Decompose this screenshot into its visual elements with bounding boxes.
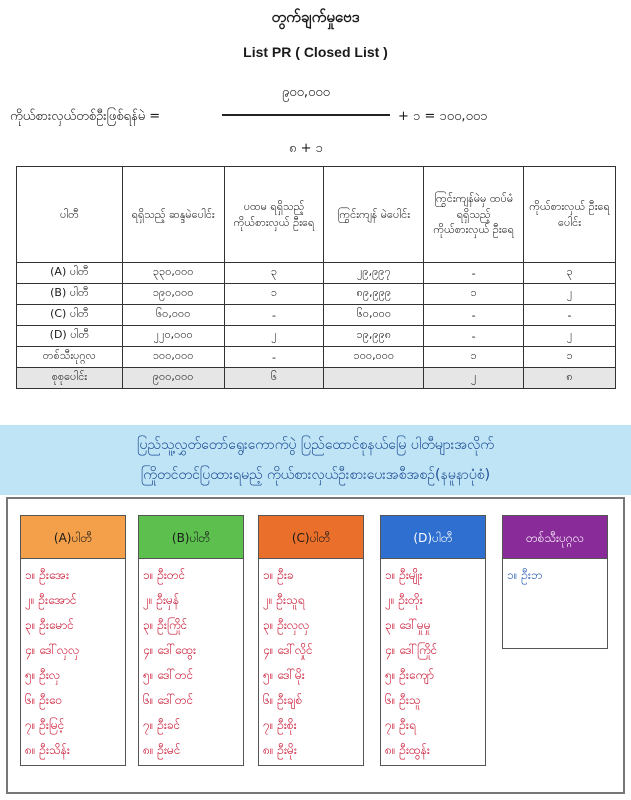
list-item: ၄။ ဒေါ်လှလှ xyxy=(25,643,80,657)
table-total-row xyxy=(17,368,616,389)
list-item: ၂။ ဦးသူရ xyxy=(263,593,305,607)
fraction-bar xyxy=(222,114,390,116)
cell-remainder: ၁၉,၉၉၈ xyxy=(324,326,424,347)
party-header-c: (C)ပါတီ xyxy=(258,515,364,559)
list-item: ၇။ ဦးမြင့် xyxy=(25,718,65,732)
list-item: ၃။ ဒေါ်မှုမှု xyxy=(385,618,431,632)
party-header-independent: တစ်သီးပုဂ္ဂလ xyxy=(502,515,608,559)
cell-total-first-seats: ၆ xyxy=(224,368,324,389)
cell-party: (B) ပါတီ xyxy=(17,284,123,305)
party-header-d: (D)ပါတီ xyxy=(380,515,486,559)
list-item: ၆။ ဒေါ်တင် xyxy=(143,693,194,707)
page-subtitle: List PR ( Closed List ) xyxy=(243,44,388,60)
candidate-list-a xyxy=(20,559,126,766)
cell-total-seats: ၁ xyxy=(524,347,616,368)
list-item: ၄။ ဒေါ်ထွေး xyxy=(143,643,197,657)
list-item: ၆။ ဦးဝေ xyxy=(25,693,63,707)
cell-remainder: ၂၉,၉၉၇ xyxy=(324,263,424,284)
cell-total-remainder xyxy=(324,368,424,389)
header-first-seats: ပထမ ရရှိသည့် ကိုယ်စားလှယ် ဦးရေ xyxy=(224,167,324,263)
list-item: ၅။ ဦးလှ xyxy=(25,668,61,682)
cell-party: (A) ပါတီ xyxy=(17,263,123,284)
cell-votes: ၂၂၀,၀၀၀ xyxy=(122,326,224,347)
cell-extra-seats: ၁ xyxy=(424,347,524,368)
cell-total-seats: ၂ xyxy=(524,326,616,347)
seat-allocation-table xyxy=(16,166,616,389)
candidate-list-independent xyxy=(502,559,608,649)
cell-remainder: ၈၉,၉၉၉ xyxy=(324,284,424,305)
cell-extra-seats: - xyxy=(424,263,524,284)
list-item: ၈။ ဦးထွန်း xyxy=(385,743,430,757)
list-item: ၅။ ဒေါ်မိုး xyxy=(263,668,305,682)
list-item: ၁။ ဦးမျိုး xyxy=(385,568,423,582)
list-item: ၇။ ဦးစိုး xyxy=(263,718,297,732)
table-row xyxy=(17,263,616,284)
header-votes: ရရှိသည့် ဆန္ဒမဲပေါင်း xyxy=(122,167,224,263)
cell-first-seats: ၂ xyxy=(224,326,324,347)
list-item: ၇။ ဦးခင် xyxy=(143,718,181,732)
cell-party: (D) ပါတီ xyxy=(17,326,123,347)
quota-formula xyxy=(0,84,631,162)
list-item: ၁။ ဦးဘ xyxy=(507,568,543,582)
table-header-row xyxy=(17,167,616,263)
list-item: ၂။ ဦးတိုး xyxy=(385,593,423,607)
cell-total-extra-seats: ၂ xyxy=(424,368,524,389)
table-row xyxy=(17,347,616,368)
list-item: ၈။ ဦးမိုး xyxy=(263,743,297,757)
cell-total-seats: ၂ xyxy=(524,284,616,305)
cell-first-seats: ၃ xyxy=(224,263,324,284)
cell-total-label: စုစုပေါင်း xyxy=(17,368,123,389)
cell-first-seats: - xyxy=(224,305,324,326)
candidate-list-b xyxy=(138,559,244,766)
cell-total-seats: ၃ xyxy=(524,263,616,284)
cell-party: တစ်သီးပုဂ္ဂလ xyxy=(17,347,123,368)
list-item: ၃။ ဦးမောင် xyxy=(25,618,74,632)
cell-party: (C) ပါတီ xyxy=(17,305,123,326)
party-column-d xyxy=(380,515,486,766)
list-item: ၇။ ဦးရ xyxy=(385,718,416,732)
list-item: ၁။ ဦးအေး xyxy=(25,568,70,582)
party-column-a xyxy=(20,515,126,766)
formula-rhs: + ၁ = ၁၀၀,၀၀၁ xyxy=(398,109,488,124)
cell-extra-seats: - xyxy=(424,305,524,326)
cell-votes: ၃၃၀,၀၀၀ xyxy=(122,263,224,284)
cell-total-seats-sum: ၈ xyxy=(524,368,616,389)
list-item: ၂။ ဦးအောင် xyxy=(25,593,77,607)
cell-first-seats: - xyxy=(224,347,324,368)
table-row xyxy=(17,326,616,347)
list-item: ၆။ ဦးချစ် xyxy=(263,693,303,707)
list-item: ၁။ ဦးတင် xyxy=(143,568,186,582)
party-header-a: (A)ပါတီ xyxy=(20,515,126,559)
banner-line-1: ပြည်သူ့လွှတ်တော်ရွေးကောက်ပွဲ ပြည်ထောင်စုနယ်မြေ ပါတီများအလိုက် xyxy=(137,437,494,453)
formula-denominator: ၈ + ၁ xyxy=(289,141,323,156)
header-extra-seats: ကြွင်းကျန်မဲမှ ထပ်မံရရှိသည့် ကိုယ်စားလှယ် ဦးရေ xyxy=(424,167,524,263)
cell-votes: ၁၉၀,၀၀၀ xyxy=(122,284,224,305)
candidate-list-d xyxy=(380,559,486,766)
list-item: ၄။ ဒေါ်လှိုင် xyxy=(263,643,313,657)
party-column-independent xyxy=(502,515,608,649)
list-item: ၆။ ဦးသူ xyxy=(385,693,421,707)
table-row xyxy=(17,305,616,326)
list-item: ၈။ ဦးမင် xyxy=(143,743,181,757)
table-row xyxy=(17,284,616,305)
candidate-list-c xyxy=(258,559,364,766)
banner-line-2: ကြိုတင်တင်ပြထားရမည့် ကိုယ်စားလှယ်ဦးစားပေးအစီအစဉ်(နမူနာပုံစံ) xyxy=(140,467,491,483)
cell-first-seats: ၁ xyxy=(224,284,324,305)
list-item: ၃။ ဦးကြိုင် xyxy=(143,618,188,632)
party-column-c xyxy=(258,515,364,766)
list-item: ၈။ ဦးသိန်း xyxy=(25,743,70,757)
formula-lhs: ကိုယ်စားလှယ်တစ်ဦးဖြစ်ရန်မဲ = xyxy=(10,109,161,124)
formula-numerator: ၉၀၀,၀၀၀ xyxy=(281,85,330,100)
list-item: ၅။ ဒေါ်တင် xyxy=(143,668,194,682)
cell-extra-seats: - xyxy=(424,326,524,347)
cell-remainder: ၆၀,၀၀၀ xyxy=(324,305,424,326)
party-column-b xyxy=(138,515,244,766)
list-item: ၃။ ဦးလှလှ xyxy=(263,618,310,632)
party-header-b: (B)ပါတီ xyxy=(138,515,244,559)
list-item: ၄။ ဒေါ်ကြိုင် xyxy=(385,643,438,657)
list-item: ၁။ ဦးခ xyxy=(263,568,294,582)
header-party: ပါတီ xyxy=(17,167,123,263)
header-remainder: ကြွင်းကျန် မဲပေါင်း xyxy=(324,167,424,263)
cell-votes: ၁၀၀,၀၀၀ xyxy=(122,347,224,368)
cell-total-votes: ၉၀၀,၀၀၀ xyxy=(122,368,224,389)
candidate-lists-board xyxy=(6,497,625,794)
header-total-seats: ကိုယ်စားလှယ် ဦးရေပေါင်း xyxy=(524,167,616,263)
section-banner xyxy=(0,425,631,495)
cell-total-seats: - xyxy=(524,305,616,326)
cell-extra-seats: ၁ xyxy=(424,284,524,305)
page-title: တွက်ချက်မှုဗေဒ xyxy=(271,8,360,26)
list-item: ၅။ ဦးကျော် xyxy=(385,668,434,682)
cell-votes: ၆၀,၀၀၀ xyxy=(122,305,224,326)
list-item: ၂။ ဦးမှန် xyxy=(143,593,180,607)
cell-remainder: ၁၀၀,၀၀၀ xyxy=(324,347,424,368)
